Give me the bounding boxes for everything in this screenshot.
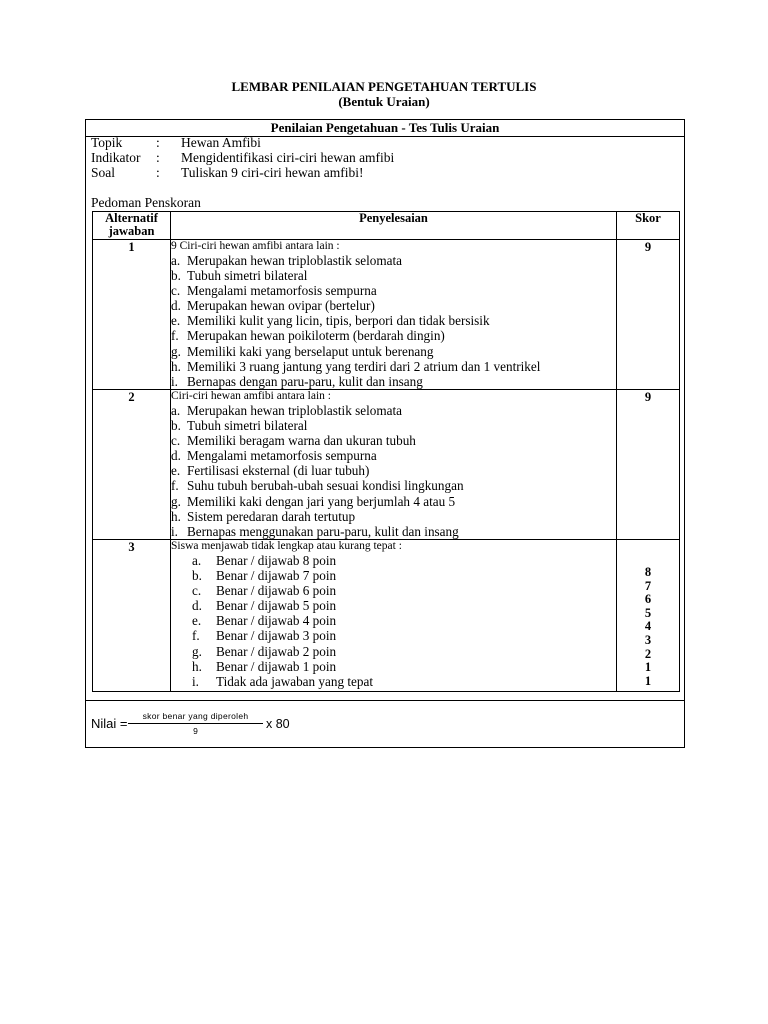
list-item: [171, 598, 616, 613]
list-item: [171, 359, 616, 374]
formula-numerator: skor benar yang diperoleh: [128, 711, 263, 724]
header-penyelesaian: Penyelesaian: [171, 212, 617, 240]
item-letter: c.: [192, 583, 202, 599]
header-alternatif-line1: Alternatif: [105, 211, 158, 225]
list-item: [171, 403, 616, 418]
item-letter: e.: [171, 463, 181, 479]
formula-fraction: [128, 711, 263, 736]
list-item: [171, 613, 616, 628]
list-item: [171, 328, 616, 343]
item-text: Benar / dijawab 2 poin: [216, 643, 337, 659]
item-text: Tubuh simetri bilateral: [187, 418, 308, 434]
score-value: 3: [644, 632, 652, 647]
item-letter: f.: [171, 478, 179, 494]
topik-label: Topik: [91, 135, 123, 150]
list-item: [171, 628, 616, 643]
item-letter: g.: [171, 493, 181, 509]
table-row: [93, 390, 680, 540]
item-text: Merupakan hewan ovipar (bertelur): [187, 298, 375, 314]
item-text: Memiliki kulit yang licin, tipis, berpori dan tidak bersisik: [187, 313, 490, 329]
list-item: [171, 283, 616, 298]
list-item: [171, 568, 616, 583]
item-letter: i.: [171, 523, 178, 539]
list-item: [171, 374, 616, 389]
item-text: Benar / dijawab 4 poin: [216, 613, 337, 629]
header-skor: Skor: [617, 212, 680, 240]
item-letter: b.: [171, 268, 181, 284]
item-text: Tidak ada jawaban yang tepat: [216, 673, 373, 689]
item-letter: g.: [171, 343, 181, 359]
list-item: [171, 298, 616, 313]
soal-value: Tuliskan 9 ciri-ciri hewan amfibi!: [181, 165, 364, 180]
score-value: 1: [644, 660, 652, 675]
formula-denominator: 9: [193, 726, 198, 736]
row-intro: Ciri-ciri hewan amfibi antara lain :: [171, 390, 331, 402]
row-number: 3: [93, 540, 171, 692]
item-letter: h.: [171, 508, 181, 524]
row-content: [171, 240, 617, 390]
item-text: Memiliki 3 ruang jantung yang terdiri dari 2 atrium dan 1 ventrikel: [187, 358, 541, 374]
score-value: 7: [644, 578, 652, 593]
table-row: [93, 240, 680, 390]
score-value: 5: [644, 605, 652, 620]
list-item: [171, 674, 616, 689]
list-item: [171, 433, 616, 448]
item-letter: h.: [171, 358, 181, 374]
topik-value: Hewan Amfibi: [181, 135, 261, 150]
row-content: [171, 540, 617, 692]
item-letter: a.: [192, 553, 202, 568]
item-text: Mengalami metamorfosis sempurna: [187, 448, 377, 464]
score-value: 1: [644, 673, 652, 688]
item-text: Mengalami metamorfosis sempurna: [187, 283, 377, 299]
item-letter: a.: [171, 403, 181, 418]
item-text: Memiliki kaki dengan jari yang berjumlah 4 atau 5: [187, 493, 456, 509]
indikator-value: Mengidentifikasi ciri-ciri hewan amfibi: [181, 150, 395, 165]
table-row: [93, 540, 680, 692]
row-intro: Siswa menjawab tidak lengkap atau kurang tepat :: [171, 540, 402, 552]
item-letter: a.: [171, 253, 181, 268]
item-letter: f.: [192, 628, 200, 644]
list-item: [171, 418, 616, 433]
item-text: Benar / dijawab 7 poin: [216, 568, 337, 584]
list-item: [171, 553, 616, 568]
formula-multiplier: x 80: [266, 717, 290, 731]
formula-label: Nilai =: [91, 716, 128, 731]
indikator-colon: :: [156, 150, 160, 165]
item-text: Memiliki kaki yang berselaput untuk berenang: [187, 343, 434, 359]
list-item: [171, 583, 616, 598]
item-text: Benar / dijawab 6 poin: [216, 583, 337, 599]
list-item: [171, 313, 616, 328]
formula-divider: [85, 700, 685, 701]
list-item: [171, 494, 616, 509]
list-item: [171, 448, 616, 463]
item-letter: g.: [192, 643, 202, 659]
soal-label: Soal: [91, 165, 116, 180]
list-item: [171, 659, 616, 674]
item-text: Merupakan hewan triploblastik selomata: [187, 253, 402, 268]
item-letter: c.: [171, 283, 181, 299]
row-intro: 9 Ciri-ciri hewan amfibi antara lain :: [171, 240, 340, 252]
item-text: Suhu tubuh berubah-ubah sesuai kondisi lingkungan: [187, 478, 464, 494]
list-item: [171, 524, 616, 539]
list-item: [171, 253, 616, 268]
scoring-table: [92, 211, 680, 692]
item-letter: h.: [192, 658, 202, 674]
row-number: 2: [93, 390, 171, 540]
score-value: 4: [644, 619, 652, 634]
list-item: [171, 344, 616, 359]
item-letter: b.: [192, 568, 202, 584]
document-title: LEMBAR PENILAIAN PENGETAHUAN TERTULIS: [231, 79, 537, 94]
indikator-label: Indikator: [91, 150, 141, 165]
topik-colon: :: [156, 135, 160, 150]
item-text: Sistem peredaran darah tertutup: [187, 508, 356, 524]
row-score: 9: [617, 240, 680, 390]
item-letter: i.: [171, 373, 178, 389]
list-item: [171, 463, 616, 478]
item-text: Benar / dijawab 1 poin: [216, 658, 337, 674]
list-item: [171, 478, 616, 493]
row-content: [171, 390, 617, 540]
item-letter: d.: [171, 298, 181, 314]
box-title: Penilaian Pengetahuan - Tes Tulis Uraian: [86, 120, 684, 137]
pedoman-label: Pedoman Penskoran: [91, 195, 201, 210]
item-letter: e.: [192, 613, 202, 629]
item-text: Bernapas menggunakan paru-paru, kulit dan insang: [187, 523, 459, 539]
item-letter: f.: [171, 328, 179, 344]
score-value: 6: [644, 592, 652, 607]
score-value: 2: [644, 646, 652, 661]
item-text: Memiliki beragam warna dan ukuran tubuh: [187, 433, 416, 449]
item-letter: e.: [171, 313, 181, 329]
item-text: Bernapas dengan paru-paru, kulit dan insang: [187, 373, 423, 389]
item-letter: b.: [171, 418, 181, 434]
table-header-row: [93, 212, 680, 240]
score-value: 8: [644, 565, 652, 579]
list-item: [171, 509, 616, 524]
item-letter: d.: [192, 598, 202, 614]
item-text: Merupakan hewan poikiloterm (berdarah dingin): [187, 328, 445, 344]
item-letter: i.: [192, 673, 199, 689]
list-item: [171, 268, 616, 283]
item-text: Benar / dijawab 8 poin: [216, 553, 337, 568]
row-number: 1: [93, 240, 171, 390]
item-letter: d.: [171, 448, 181, 464]
item-text: Merupakan hewan triploblastik selomata: [187, 403, 402, 418]
header-alternatif-line2: jawaban: [108, 224, 155, 238]
row-score-stack: [617, 540, 680, 692]
item-text: Fertilisasi eksternal (di luar tubuh): [187, 463, 370, 479]
item-letter: c.: [171, 433, 181, 449]
item-text: Benar / dijawab 3 poin: [216, 628, 337, 644]
item-text: Benar / dijawab 5 poin: [216, 598, 337, 614]
header-alternatif: [93, 212, 171, 240]
item-text: Tubuh simetri bilateral: [187, 268, 308, 284]
row-score: 9: [617, 390, 680, 540]
soal-colon: :: [156, 165, 160, 180]
list-item: [171, 644, 616, 659]
document-subtitle: (Bentuk Uraian): [338, 94, 430, 109]
